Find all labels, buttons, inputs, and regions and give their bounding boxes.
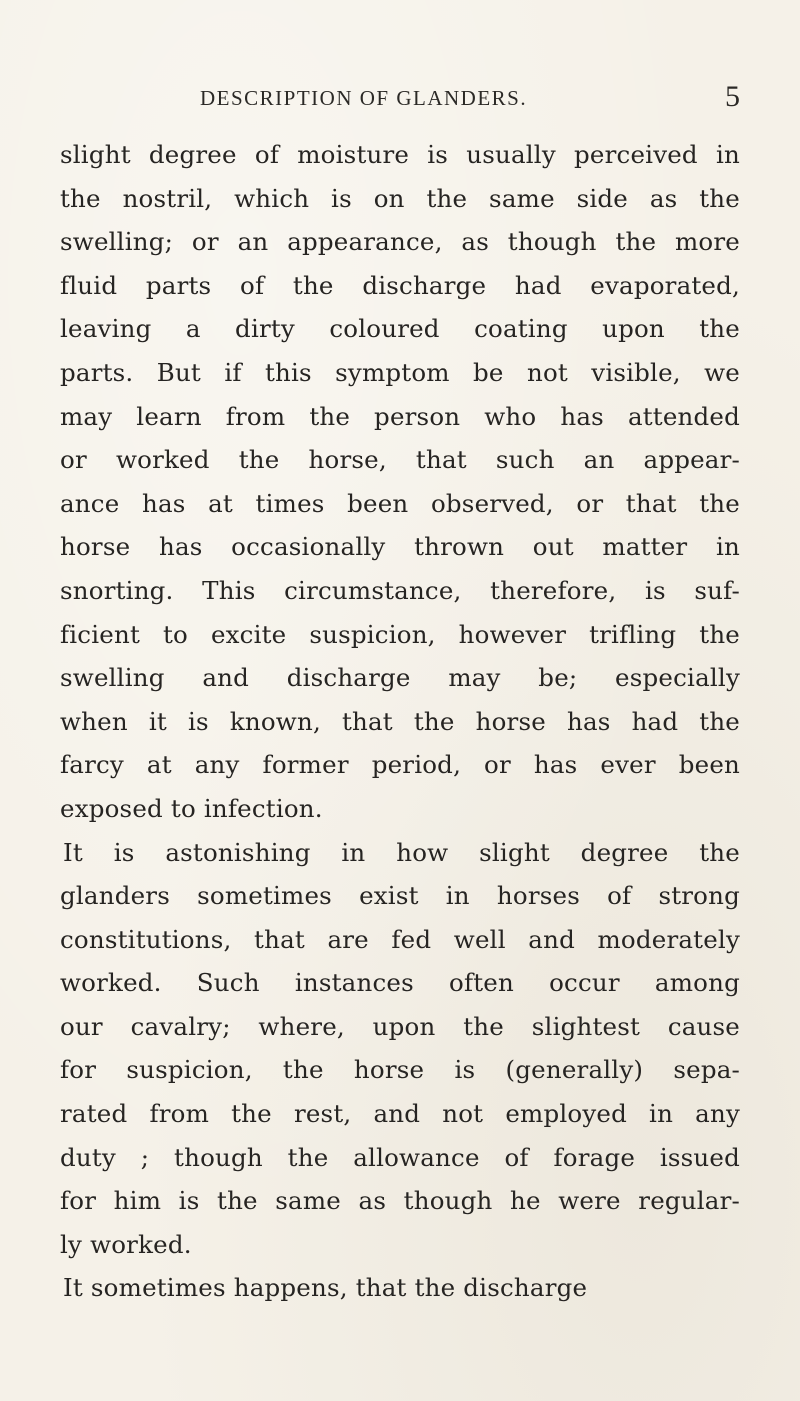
- text-line: or worked the horse, that such an appear-: [60, 445, 740, 475]
- text-line: snorting. This circumstance, therefore, is suf-: [60, 575, 740, 605]
- text-line: ficient to excite suspicion, however trifling the: [60, 619, 740, 649]
- text-line: our cavalry; where, upon the slightest cause: [60, 1011, 740, 1041]
- text-line: rated from the rest, and not employed in any: [60, 1099, 740, 1129]
- text-line: It sometimes happens, that the discharge: [63, 1273, 588, 1303]
- text-line: worked. Such instances often occur among: [60, 968, 740, 998]
- text-line: glanders sometimes exist in horses of strong: [60, 881, 740, 911]
- text-line: may learn from the person who has attended: [60, 401, 740, 431]
- text-line: parts. But if this symptom be not visible, we: [60, 357, 740, 387]
- text-line: constitutions, that are fed well and moderately: [60, 924, 740, 954]
- text-line: horse has occasionally thrown out matter in: [60, 532, 740, 562]
- page-number: 5: [725, 80, 740, 113]
- text-line: duty ; though the allowance of forage issued: [60, 1142, 740, 1172]
- text-line: It is astonishing in how slight degree the: [63, 837, 740, 867]
- text-line: for him is the same as though he were regular-: [60, 1186, 740, 1216]
- text-line: the nostril, which is on the same side as the: [60, 183, 740, 213]
- text-line: leaving a dirty coloured coating upon the: [60, 314, 740, 344]
- text-line: ance has at times been observed, or that the: [60, 488, 740, 518]
- text-line: farcy at any former period, or has ever been: [60, 750, 740, 780]
- text-line: exposed to infection.: [60, 793, 323, 823]
- running-title: DESCRIPTION OF GLANDERS.: [200, 86, 528, 110]
- text-line: slight degree of moisture is usually perceived in: [60, 140, 740, 169]
- text-line: swelling; or an appearance, as though the more: [60, 227, 740, 257]
- text-line: for suspicion, the horse is (generally) sepa-: [60, 1055, 740, 1085]
- text-line: swelling and discharge may be; especially: [60, 663, 740, 693]
- text-line: ly worked.: [60, 1229, 192, 1259]
- body-text: [60, 133, 740, 1310]
- page-header: [200, 80, 740, 116]
- text-line: when it is known, that the horse has had the: [60, 706, 740, 736]
- text-line: fluid parts of the discharge had evaporated,: [60, 270, 740, 300]
